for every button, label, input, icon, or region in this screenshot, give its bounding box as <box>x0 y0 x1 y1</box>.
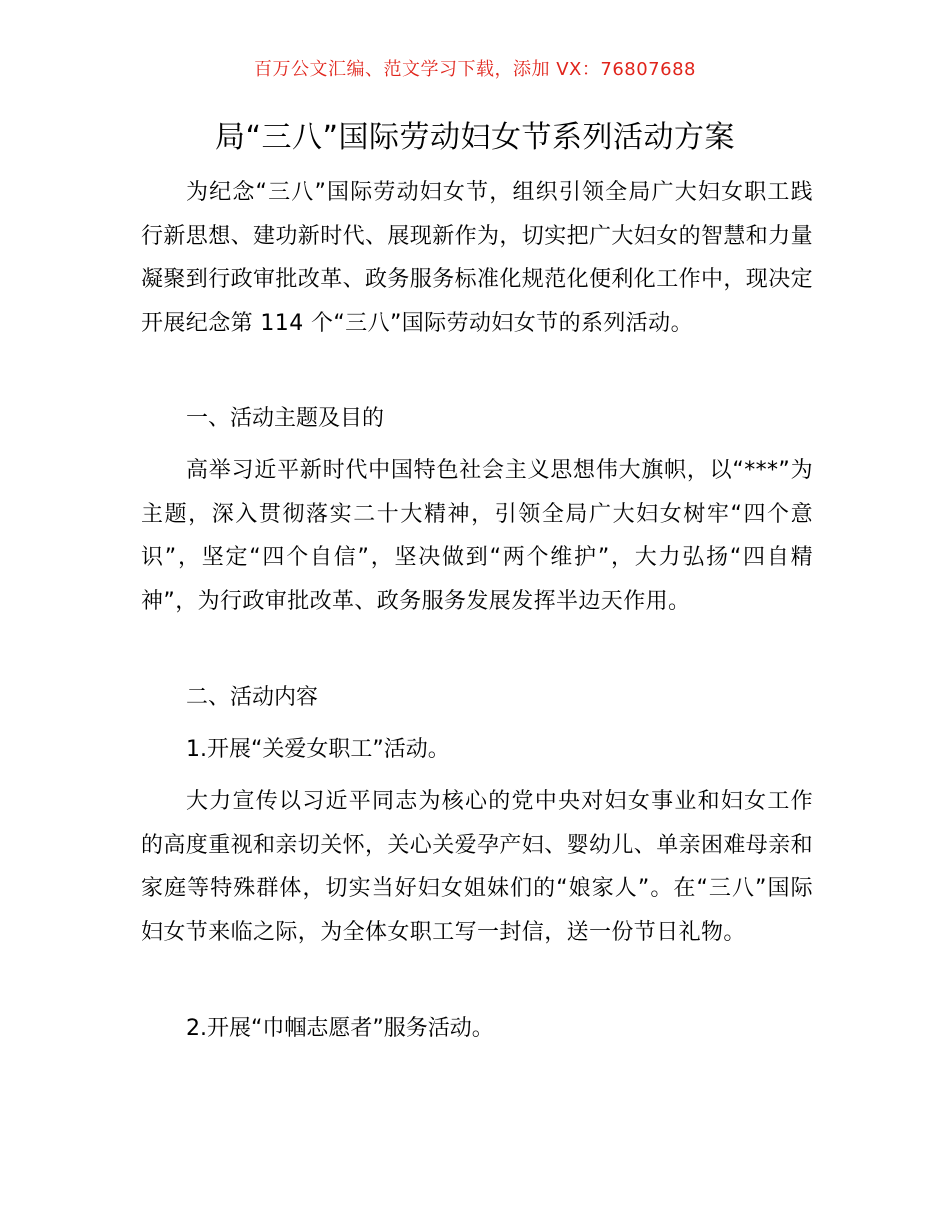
item-one-paragraph: 大力宣传以习近平同志为核心的党中央对妇女事业和妇女工作的高度重视和亲切关怀，关心关爱孕产妇、婴幼儿、单亲困难母亲和家庭等特殊群体，切实当好妇女姐妹们的“娘家人”。在“三八”国际妇女节来临之际，为全体女职工写一封信，送一份节日礼物。 <box>141 789 814 945</box>
section-two-heading: 二、活动内容 <box>186 685 319 710</box>
intro-paragraph: 为纪念“三八”国际劳动妇女节，组织引领全局广大妇女职工践行新思想、建功新时代、展现新作为，切实把广大妇女的智慧和力量凝聚到行政审批改革、政务服务标准化规范化便利化工作中，现决定开展纪念第 114 个“三八”国际劳动妇女节的系列活动。 <box>141 180 814 336</box>
document-title: 局“三八”国际劳动妇女节系列活动方案 <box>214 120 736 155</box>
item-one-heading: 1.开展“关爱女职工”活动。 <box>186 737 450 762</box>
intro-section <box>141 171 813 345</box>
section-one-body-block <box>141 449 813 623</box>
section-two-heading-block <box>141 676 813 720</box>
item-one-heading-block <box>141 728 813 772</box>
section-one-paragraph: 高举习近平新时代中国特色社会主义思想伟大旗帜，以“***”为主题，深入贯彻落实二十大精神，引领全局广大妇女树牢“四个意识”，坚定“四个自信”，坚决做到“两个维护”，大力弘扬“四自精神”，为行政审批改革、政务服务发展发挥半边天作用。 <box>141 458 813 614</box>
section-one-heading-block <box>141 397 813 441</box>
section-one-heading: 一、活动主题及目的 <box>186 406 385 431</box>
header-watermark-note: 百万公文汇编、范文学习下载，添加 VX：76807688 <box>254 59 696 80</box>
item-two-heading: 2.开展“巾帼志愿者”服务活动。 <box>186 1016 494 1041</box>
item-one-body-block <box>141 780 813 954</box>
item-two-heading-block <box>141 1007 813 1051</box>
